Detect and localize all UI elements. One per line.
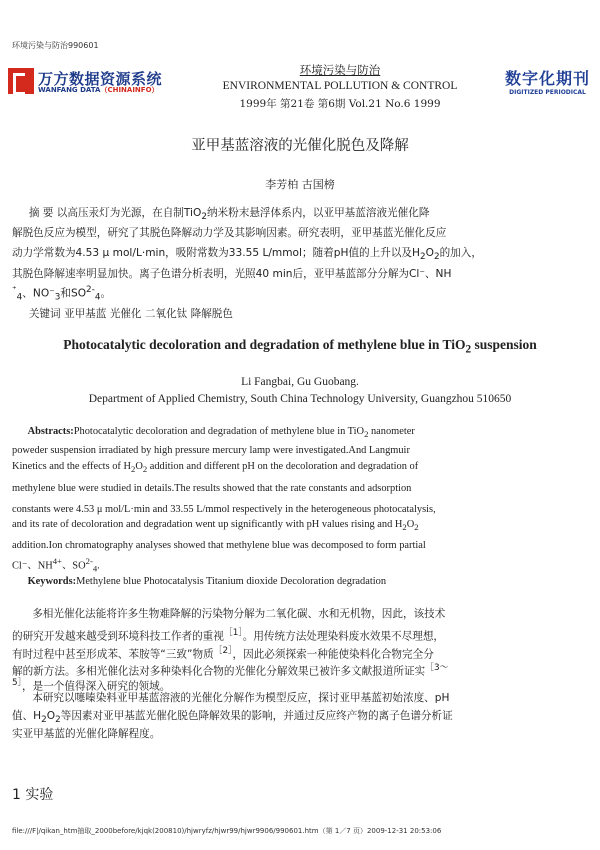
digital-periodical-subtitle: DIGITIZED PERIODICAL bbox=[509, 89, 586, 96]
abstract-en-line: Abstracts:Photocatalytic decoloration and degradation of methylene blue in TiO$_2$ nanometer bbox=[27, 426, 415, 440]
section-heading: 1 实验 bbox=[12, 787, 54, 803]
abstract-cn-line: 其脱色降解速率明显加快。离子色谱分析表明，光照40 min后，亚甲基蓝部分分解为Cl⁻、NH bbox=[12, 268, 452, 280]
wanfang-logo bbox=[8, 68, 178, 98]
affiliation-en: Department of Applied Chemistry, South China Technology University, Guangzhou 510650 bbox=[88, 393, 512, 405]
intro-line: 多相光催化法能将许多生物难降解的污染物分解为二氧化碳、水和无机物，因此，该技术 bbox=[32, 608, 446, 620]
intro-line: 有时过程中甚至形成苯、苯胺等“三致”物质$^{[2]}$，因此必须探索一种能使染料化合物完全分 bbox=[12, 646, 434, 661]
digital-periodical-logo bbox=[500, 66, 595, 100]
authors-en: Li Fangbai, Gu Guobang. bbox=[241, 376, 359, 388]
journal-issue: 1999年 第21卷 第6期 Vol.21 No.6 1999 bbox=[239, 98, 441, 110]
abstract-en-line: Cl⁻、$NH^{4+}$、$SO^{2-}_4$. bbox=[12, 556, 100, 574]
abstract-en-line: addition.Ion chromatography analyses showed that methylene blue was decomposed to form partial bbox=[12, 540, 426, 551]
abstract-cn-line: 摘 要 以高压汞灯为光源，在自制TiO$_2$纳米粉末悬浮体系内，以亚甲基蓝溶液光催化降 bbox=[28, 207, 430, 223]
intro-line: $^{5]}$，是一个值得深入研究的领域。 bbox=[12, 678, 171, 693]
citation-ref[interactable]: ［1］ bbox=[223, 628, 243, 638]
article-title-cn: 亚甲基蓝溶液的光催化脱色及降解 bbox=[191, 138, 409, 154]
wanfang-logo-subtitle: WANFANG DATA（CHINAINFO） bbox=[38, 86, 159, 94]
footer-path: file:///F|/qikan_htm抽取_2000before/kjqk(200810)/hjwryfz/hjwr99/hjwr9906/990601.htm（第 1／7 页）2009-12-31 20:53:06 bbox=[12, 827, 442, 835]
journal-name-en: ENVIRONMENTAL POLLUTION & CONTROL bbox=[222, 80, 458, 92]
intro-line: 解的新方法。多相光催化法对多种染料化合物的光催化分解效果已被许多文献报道所证实$^{[3\sim}$ bbox=[12, 663, 449, 678]
keywords-en: Keywords:Methylene blue Photocatalysis Titanium dioxide Decoloration degradation bbox=[27, 576, 387, 587]
abstract-en-line: poweder suspension irradiated by high pressure mercury lamp were investigated.And Langmuir bbox=[12, 445, 410, 456]
abstract-en-line: constants were 4.53 μ mol/L·min and 33.55 L/mmol respectively in the heterogeneous photocatalysis, bbox=[12, 504, 436, 515]
digital-periodical-title: 数字化期刊 bbox=[504, 69, 590, 88]
journal-name-cn[interactable]: 环境污染与防治 bbox=[299, 63, 381, 77]
article-title-en: Photocatalytic decoloration and degradation of methylene blue in TiO$_2$ suspension bbox=[63, 337, 537, 356]
wanfang-logo-icon bbox=[8, 68, 34, 94]
authors-cn: 李芳柏 古国榜 bbox=[265, 178, 335, 191]
abstract-cn-line: ⁺$_4$、$NO^-_3$和$SO^{2-}_4$。 bbox=[12, 285, 112, 303]
citation-ref[interactable]: ［3～ bbox=[425, 663, 449, 673]
citation-ref[interactable]: 5］ bbox=[12, 678, 23, 688]
citation-ref[interactable]: ［2］ bbox=[213, 646, 233, 656]
keywords-cn: 关键词 亚甲基蓝 光催化 二氧化钛 降解脱色 bbox=[28, 308, 233, 320]
top-label: 环境污染与防治990601 bbox=[12, 41, 99, 50]
wanfang-logo-title: 万方数据资源系统 bbox=[38, 70, 163, 88]
intro-line: 实亚甲基蓝的光催化降解程度。 bbox=[12, 728, 161, 740]
intro-line: 值、$H_2O_2$等因素对亚甲基蓝光催化脱色降解效果的影响，并通过反应终产物的离子色谱分析证 bbox=[12, 710, 453, 726]
abstract-en-line: and its rate of decoloration and degradation went up significantly with pH values rising and $H_2O_2$ bbox=[12, 519, 419, 533]
intro-line: 本研究以噻嗪染料亚甲基蓝溶液的光催化分解作为模型反应，探讨亚甲基蓝初始浓度、pH bbox=[32, 692, 450, 704]
intro-line: 的研究开发越来越受到环境科技工作者的重视$^{[1]}$。用传统方法处理染料废水效果不尽理想， bbox=[12, 628, 445, 643]
abstract-en-line: Kinetics and the effects of $H_2O_2$ addition and different pH on the decoloration and degradation of bbox=[12, 461, 419, 475]
abstract-cn-line: 解脱色反应为模型，研究了其脱色降解动力学及其影响因素。研究表明，亚甲基蓝光催化反应 bbox=[12, 227, 447, 239]
abstract-en-line: methylene blue were studied in details.The results showed that the rate constants and adsorption bbox=[12, 483, 412, 494]
abstract-cn-line: 动力学常数为4.53 μ mol/L·min，吸附常数为33.55 L/mmol；随着pH值的上升以及$H_2O_2$的加入， bbox=[12, 247, 482, 263]
